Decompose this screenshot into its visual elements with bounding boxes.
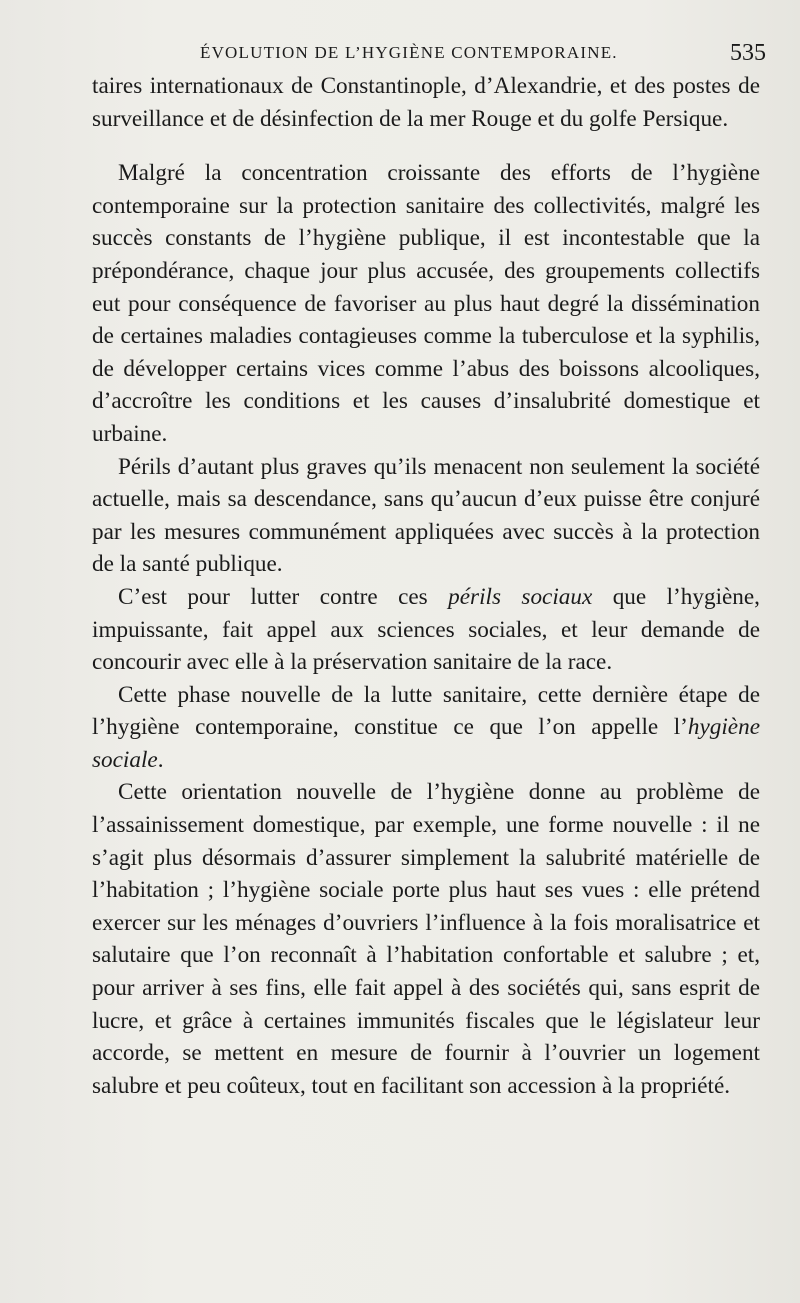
paragraph-concentration: Malgré la concentration croissante des efforts de l’hygiène contemporaine sur la protection sanitaire des collectivités, malgré les succès constants de l’hygiène publique, il est incontestable que la prépondérance, chaque jour plus accusée, des groupements collectifs eut pour conséquence de favoriser au plus haut degré la dissémination de certaines maladies contagieuses comme la tuberculose et la syphilis, de développer certains vices comme l’abus des boissons alcooliques, d’accroître les conditions et les causes d’insalubrité domestique et urbaine. (92, 160, 760, 447)
paragraph-social-perils (92, 581, 760, 679)
emphasis-hygiene-sociale: hygiène sociale (92, 714, 760, 773)
running-title: ÉVOLUTION DE L’HYGIÈNE CONTEMPORAINE. (200, 43, 618, 62)
page-number: 535 (730, 40, 766, 66)
paragraph-continuation: taires internationaux de Constantinople, d’Alexandrie, et des postes de surveillance et de désinfection de la mer Rouge et du golfe Persique. (92, 73, 760, 132)
paragraph-perils: Périls d’autant plus graves qu’ils menacent non seulement la société actuelle, mais sa descendance, sans qu’aucun d’eux puisse être conjuré par les mesures communément appliquées avec succès à la protection de la santé publique. (92, 453, 760, 578)
page-header (92, 38, 766, 68)
paragraph-social-perils-before: C’est pour lutter contre ces (118, 583, 449, 610)
paragraph-new-phase (92, 679, 760, 777)
paragraph-orientation: Cette orientation nouvelle de l’hygiène donne au problème de l’assainissement domestique, par exemple, une forme nouvelle : il ne s’agit plus désormais d’assurer simplement la salubrité matérielle de l’habitation ; l’hygiène sociale porte plus haut ses vues : elle prétend exercer sur les ménages d’ouvriers l’influence à la fois moralisatrice et salutaire que l’on reconnaît à l’habitation confortable et salubre ; et, pour arriver à ses fins, elle fait appel à des sociétés qui, sans esprit de lucre, et grâce à certaines immunités fiscales que le législateur leur accorde, se mettent en mesure de fournir à l’ouvrier un logement salubre et peu coûteux, tout en facilitant son accession à la propriété. (92, 779, 760, 1099)
paragraph-social-perils-after: que l’hygiène, impuissante, fait appel aux sciences sociales, et leur demande de concourir avec elle à la préservation sanitaire de la race. (92, 583, 760, 676)
paragraph-new-phase-before: Cette phase nouvelle de la lutte sanitaire, cette dernière étape de l’hygiène contemporaine, constitue ce que l’on appelle l’ (92, 681, 760, 741)
body-text (92, 70, 760, 1102)
paragraph-new-phase-after: . (157, 746, 164, 773)
emphasis-perils-sociaux: périls sociaux (448, 583, 593, 610)
